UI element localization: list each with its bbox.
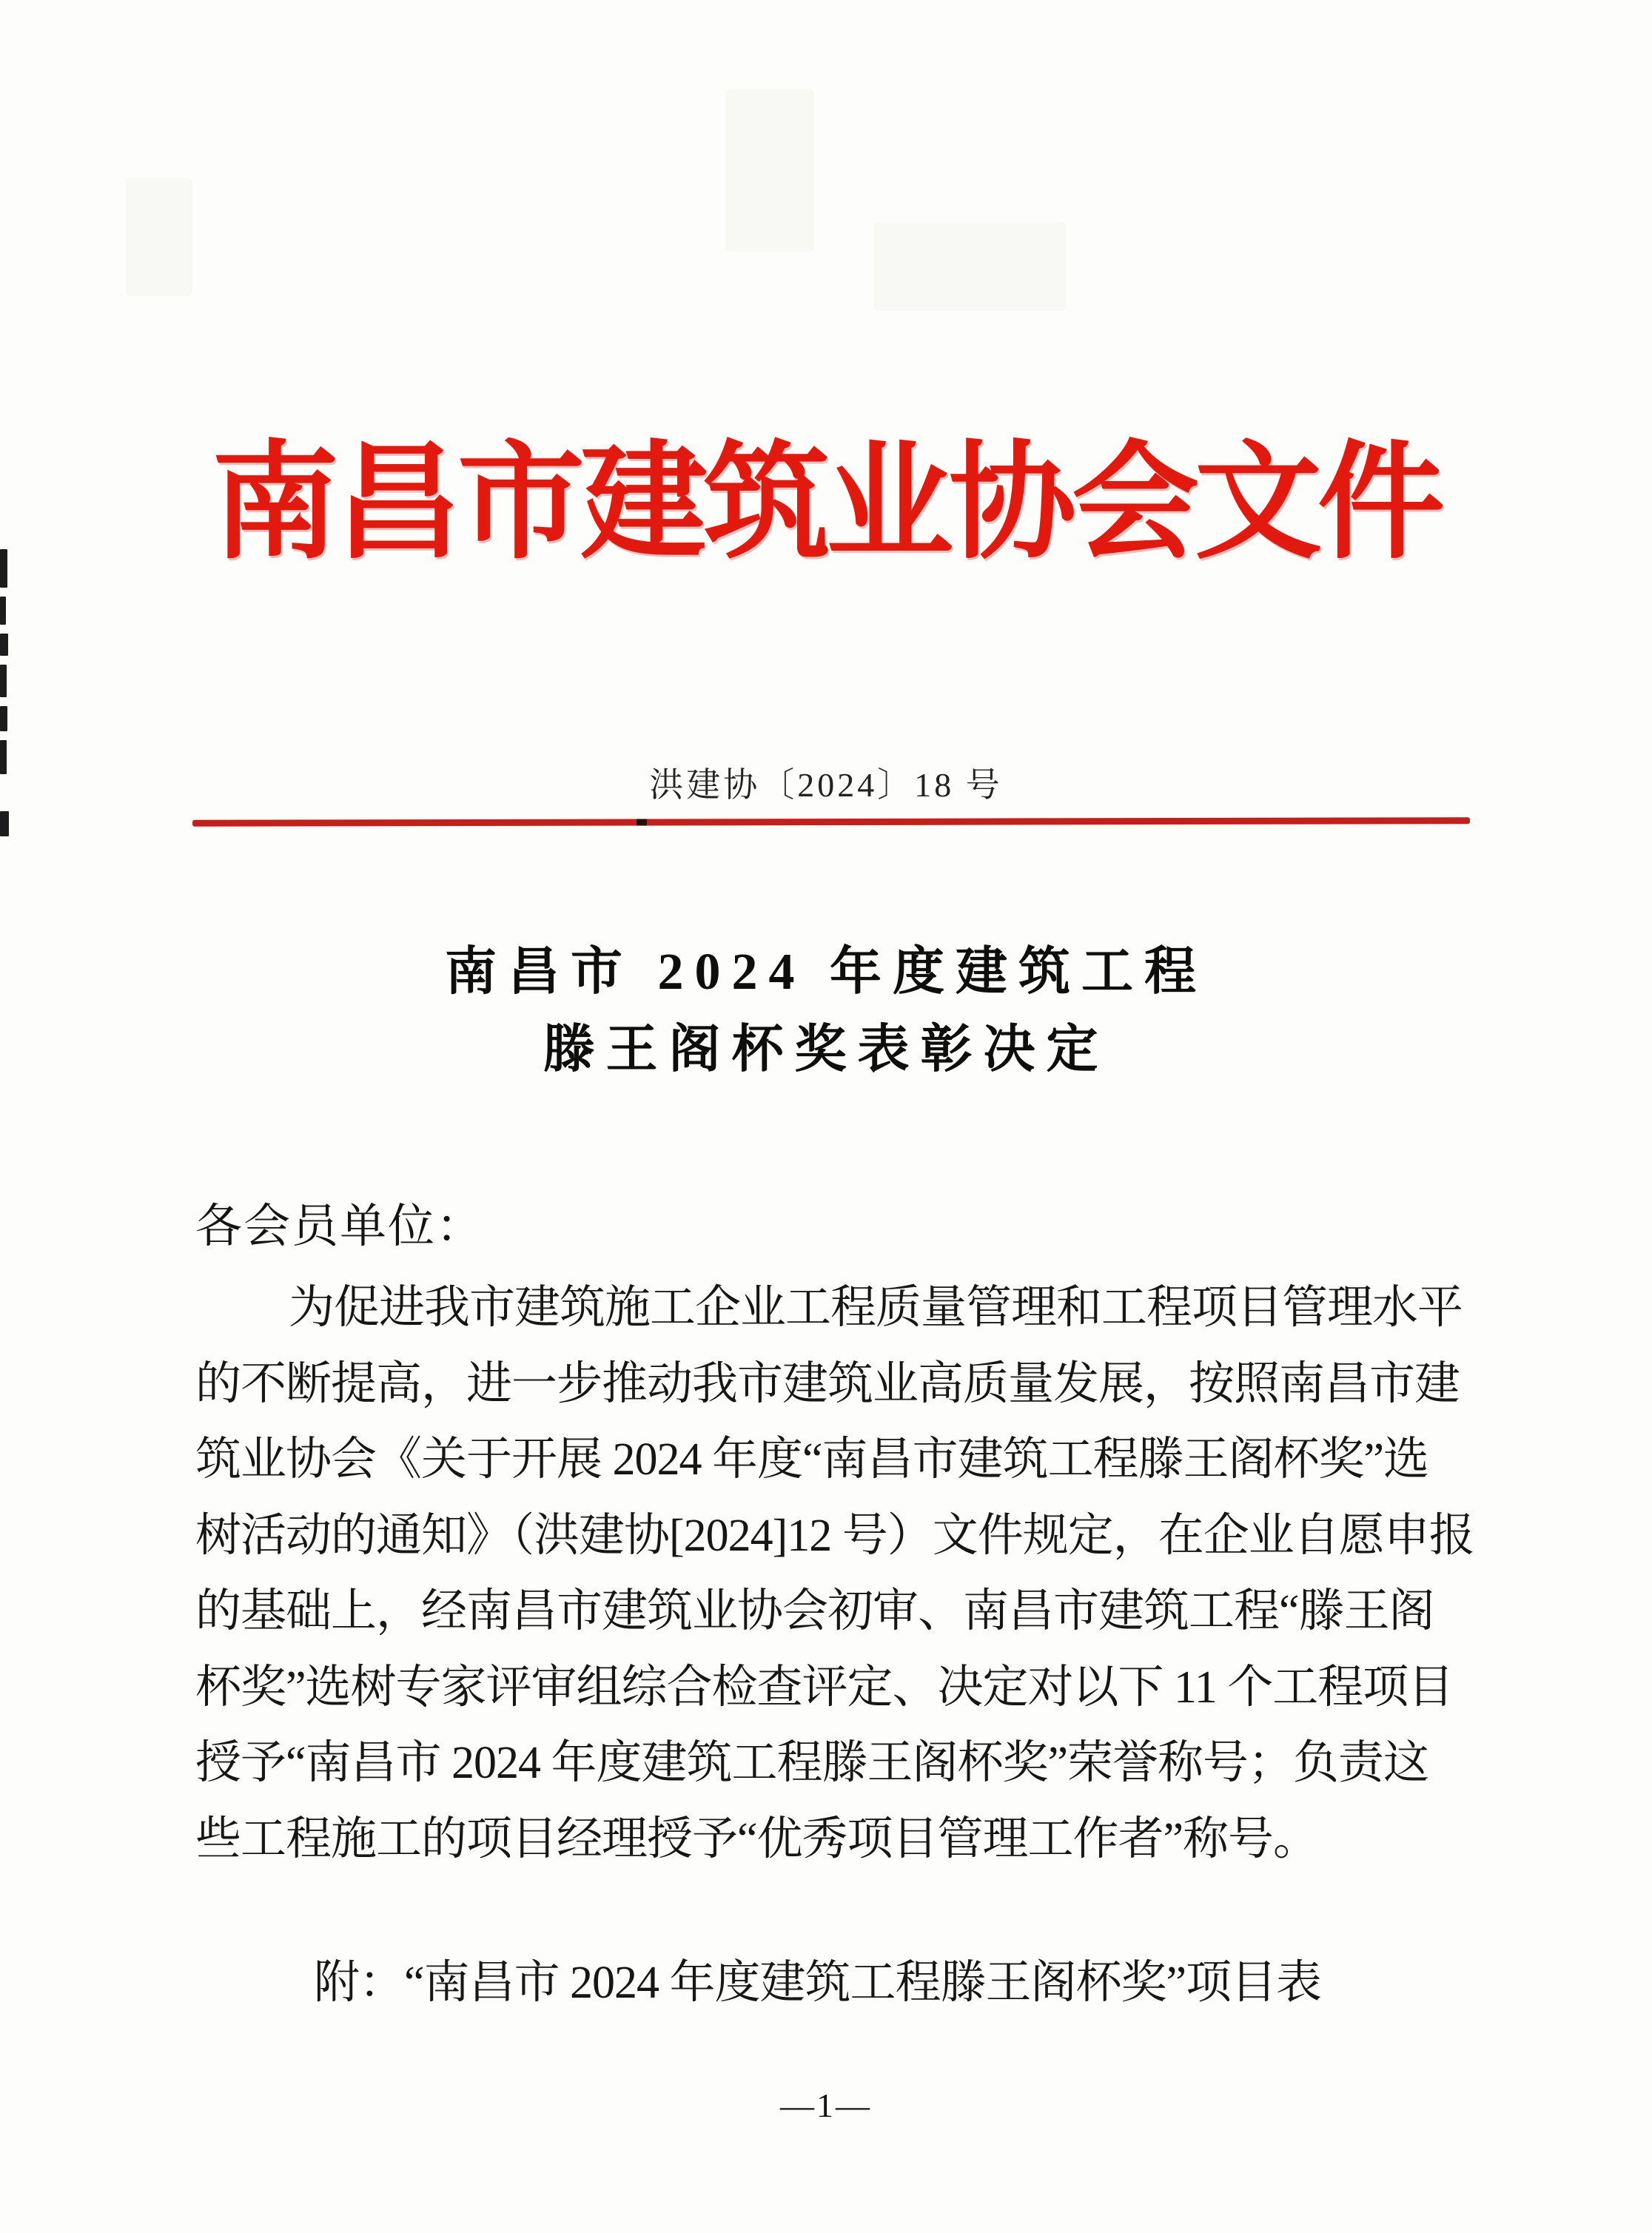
body-line: 杯奖”选树专家评审组综合检查评定、决定对以下 11 个工程项目 (195, 1662, 1454, 1713)
scan-ghosting (873, 222, 1066, 311)
attachment-note: 附：“南昌市 2024 年度建筑工程滕王阁杯奖”项目表 (314, 1958, 1322, 2008)
doc-number: 洪建协〔2024〕18 号 (649, 766, 1003, 804)
page-number: —1— (780, 2086, 872, 2124)
document-title-line2: 滕王阁杯奖表彰决定 (543, 1021, 1109, 1078)
body-line: 的不断提高，进一步推动我市建筑业高质量发展，按照南昌市建 (195, 1359, 1460, 1409)
body-line: 的基础上，经南昌市建筑业协会初审、南昌市建筑工程“滕王阁 (195, 1586, 1434, 1636)
body-line: 树活动的通知》（洪建协[2024]12 号）文件规定，在企业自愿申报 (195, 1511, 1474, 1561)
scan-ghosting (725, 89, 814, 252)
salutation: 各会员单位： (195, 1201, 484, 1252)
scan-ghosting (126, 178, 192, 296)
org-banner-title: 南昌市建筑业协会文件 (212, 434, 1440, 574)
body-line: 筑业协会《关于开展 2024 年度“南昌市建筑工程滕王阁杯奖”选 (195, 1434, 1429, 1485)
red-divider-line (192, 817, 1470, 827)
body-line: 些工程施工的项目经理授予“优秀项目管理工作者”称号。 (195, 1814, 1319, 1864)
document-title-line1: 南昌市 2024 年度建筑工程 (445, 944, 1207, 1001)
body-line: 授予“南昌市 2024 年度建筑工程滕王阁杯奖”荣誉称号；负责这 (195, 1738, 1429, 1788)
body-line: 为促进我市建筑施工企业工程质量管理和工程项目管理水平 (289, 1283, 1463, 1333)
